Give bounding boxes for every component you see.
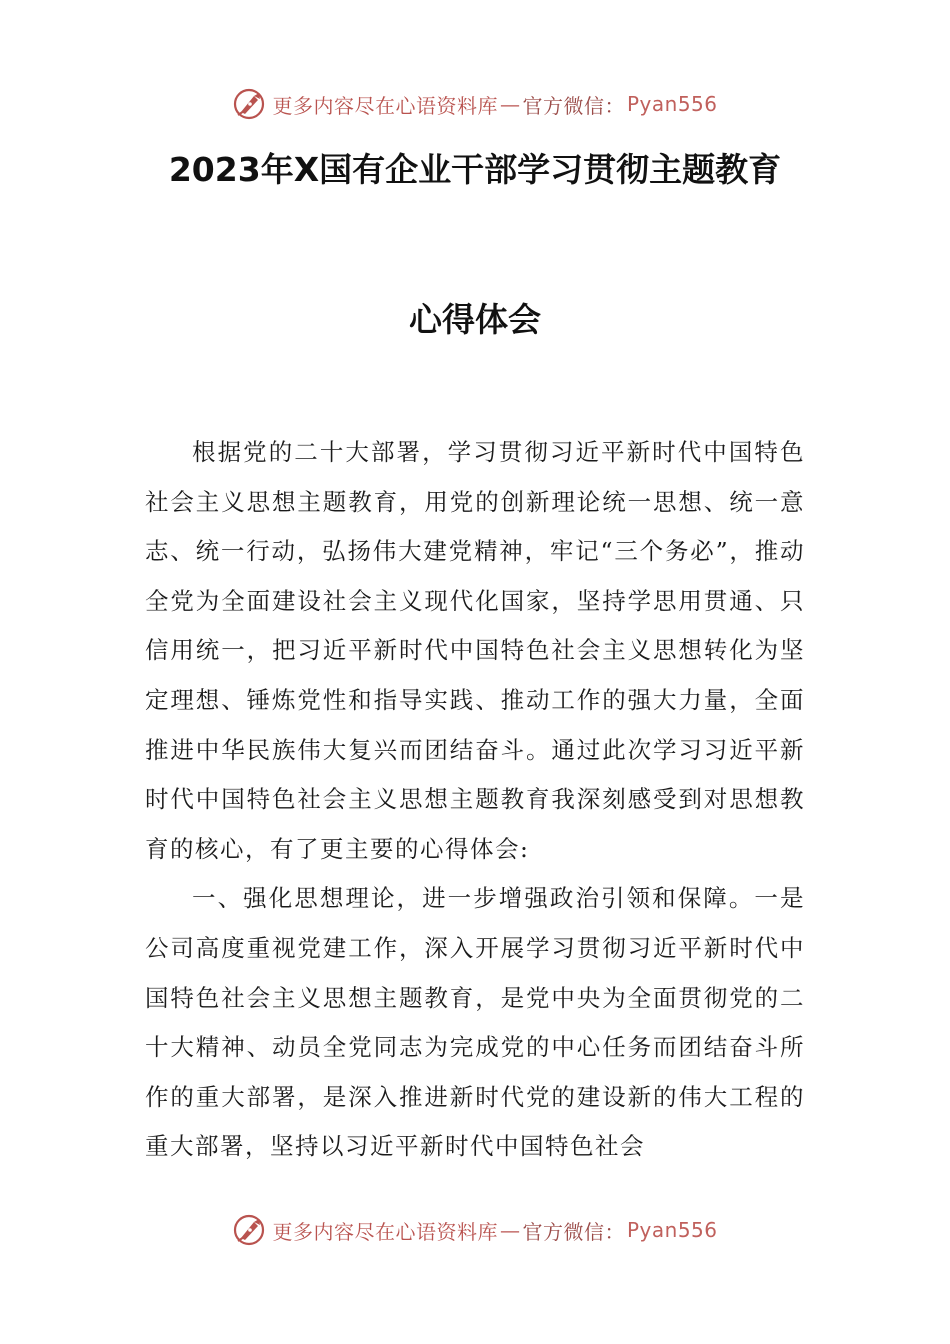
watermark-brand: 更多内容尽在心语资料库	[272, 1219, 498, 1244]
document-title-line1: 2023年X国有企业干部学习贯彻主题教育	[168, 150, 782, 189]
footer-watermark	[0, 1210, 950, 1250]
watermark-separator: —	[499, 1218, 521, 1242]
watermark-separator: —	[499, 92, 521, 116]
pen-nib-circle-logo-icon	[232, 87, 266, 121]
body-paragraph: 一、强化思想理论，进一步增强政治引领和保障。一是公司高度重视党建工作，深入开展学习贯彻习近平新时代中国特色社会主义思想主题教育，是党中央为全面贯彻党的二十大精神、动员全党同志为完成党的中心任务而团结奋斗所作的重大部署，是深入推进新时代党的建设新的伟大工程的重大部署，坚持以习近平新时代中国特色社会	[145, 884, 805, 1161]
watermark-wechat-id: Pyan556	[626, 1218, 718, 1242]
header-watermark	[0, 84, 950, 124]
watermark-wechat-id: Pyan556	[626, 92, 718, 116]
watermark-label: 官方微信：	[522, 1219, 625, 1244]
watermark-brand: 更多内容尽在心语资料库	[272, 93, 498, 118]
body-paragraph: 根据党的二十大部署，学习贯彻习近平新时代中国特色社会主义思想主题教育，用党的创新理论统一思想、统一意志、统一行动，弘扬伟大建党精神，牢记“三个务必”，推动全党为全面建设社会主义现代化国家，坚持学思用贯通、只信用统一，把习近平新时代中国特色社会主义思想转化为坚定理想、锤炼党性和指导实践、推动工作的强大力量，全面推进中华民族伟大复兴而团结奋斗。通过此次学习习近平新时代中国特色社会主义思想主题教育我深刻感受到对思想教育的核心，有了更主要的心得体会:	[145, 438, 805, 863]
document-title-line2: 心得体会	[409, 300, 541, 339]
pen-nib-circle-logo-icon	[232, 1213, 266, 1247]
document-body	[145, 428, 805, 1172]
watermark-label: 官方微信：	[522, 93, 625, 118]
